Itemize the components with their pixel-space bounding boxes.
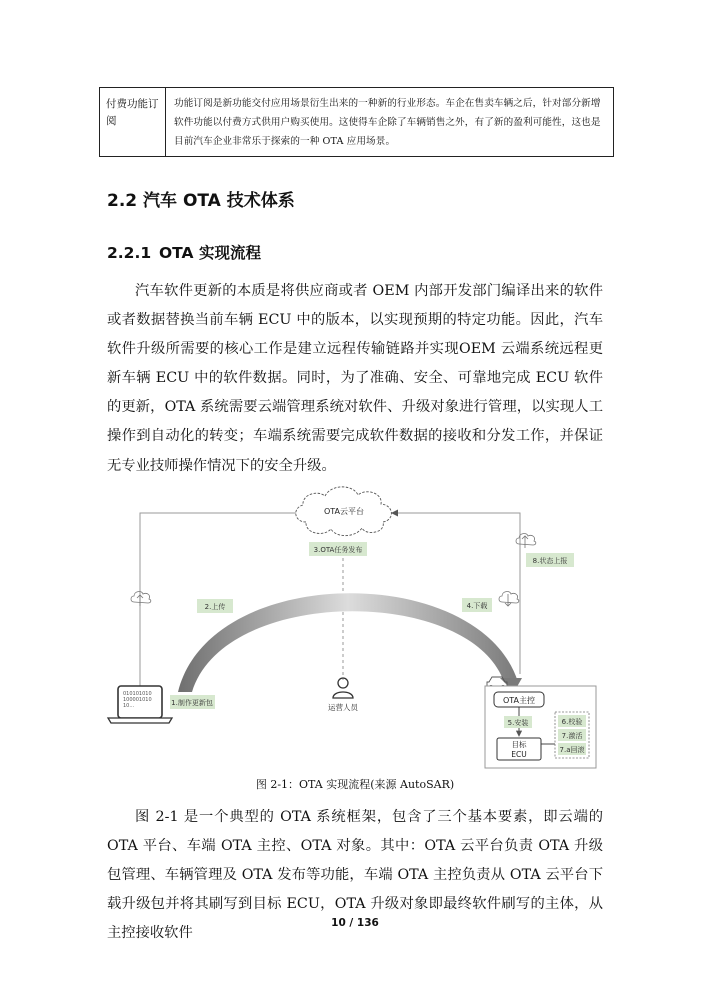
target-ecu-line1: 目标 <box>511 740 527 749</box>
operator-icon <box>333 678 353 698</box>
table-description-cell: 功能订阅是新功能交付应用场景衍生出来的一种新的行业形态。车企在售卖车辆之后，针对部分新增软件功能以付费方式供用户购买使用。这使得车企除了车辆销售之外，有了新的盈利可能性，这也是目前汽车企业非常乐于探索的一种 OTA 应用场景。 <box>174 98 601 147</box>
cloud-download-icon <box>499 592 519 606</box>
svg-text:1.制作更新包: 1.制作更新包 <box>171 699 213 707</box>
step-7-label: 7.激活 <box>561 732 583 740</box>
svg-text:4.下载: 4.下载 <box>466 602 488 610</box>
step-5-label: 5.安装 <box>507 719 529 727</box>
cloud-report-icon <box>516 534 536 548</box>
step-4-label <box>462 598 492 612</box>
step-8-label <box>526 553 574 567</box>
laptop-icon <box>108 686 172 723</box>
svg-text:8.状态上报: 8.状态上报 <box>532 557 568 565</box>
body-paragraph-1 <box>107 277 603 481</box>
subsection-heading <box>107 241 261 263</box>
section-heading: 2.2 汽车 OTA 技术体系 <box>107 191 295 211</box>
paragraph-text: 图 2-1 是一个典型的 OTA 系统框架，包含了三个基本要素，即云端的 OTA 平台、车端 OTA 主控、OTA 对象。其中：OTA 云平台负责 OTA 升级包管理、车辆管理及 OTA 发布等功能，车端 OTA 主控负责从 OTA 云平台下载升级包并将其刷写到目标 ECU，OTA 升级对象即最终软件刷写的主体，从主控接收软件 <box>107 809 603 942</box>
cloud-platform <box>296 487 392 536</box>
target-ecu-line2: ECU <box>511 750 527 759</box>
laptop-bits-3: 10... <box>123 703 135 709</box>
laptop-bits-1: 010101010 <box>123 691 152 697</box>
step-1-label <box>170 695 215 709</box>
laptop-bits-2: 100001010 <box>123 697 152 703</box>
subsection-number: 2.2.1 <box>107 244 152 262</box>
vehicle-box <box>485 686 596 768</box>
svg-text:3.OTA任务发布: 3.OTA任务发布 <box>313 546 363 554</box>
table-label-cell: 付费功能订阅 <box>100 88 166 156</box>
subsection-title: OTA 实现流程 <box>159 244 261 262</box>
svg-text:2.上传: 2.上传 <box>204 603 226 611</box>
feature-table <box>99 87 614 157</box>
paragraph-text: 汽车软件更新的本质是将供应商或者 OEM 内部开发部门编译出来的软件或者数据替换当前车辆 ECU 中的版本，以实现预期的特定功能。因此，汽车软件升级所需要的核心工作是建立远程传输链路并实现OEM 云端系统远程更新车辆 ECU 中的软件数据。同时，为了准确、安全、可靠地完成 ECU 软件的更新，OTA 系统需要云端管理系统对软件、升级对象进行管理，以实现人工操作到自动化的转变；车端系统需要完成软件数据的接收和分发工作，并保证无专业技师操作情况下的安全升级。 <box>107 283 603 474</box>
step-7a-label: 7.a回滚 <box>559 746 585 754</box>
ota-flow-diagram <box>100 482 610 774</box>
operator-label: 运营人员 <box>328 703 358 712</box>
page-number: 10 / 136 <box>331 917 379 929</box>
step-3-label <box>309 542 367 556</box>
step-2-label <box>197 599 233 613</box>
ota-master-label: OTA主控 <box>502 696 536 705</box>
step-6-label: 6.校验 <box>561 718 583 726</box>
cloud-label: OTA云平台 <box>323 507 365 516</box>
cloud-upload-icon <box>131 592 151 606</box>
figure-caption: 图 2-1：OTA 实现流程(来源 AutoSAR) <box>255 778 455 791</box>
